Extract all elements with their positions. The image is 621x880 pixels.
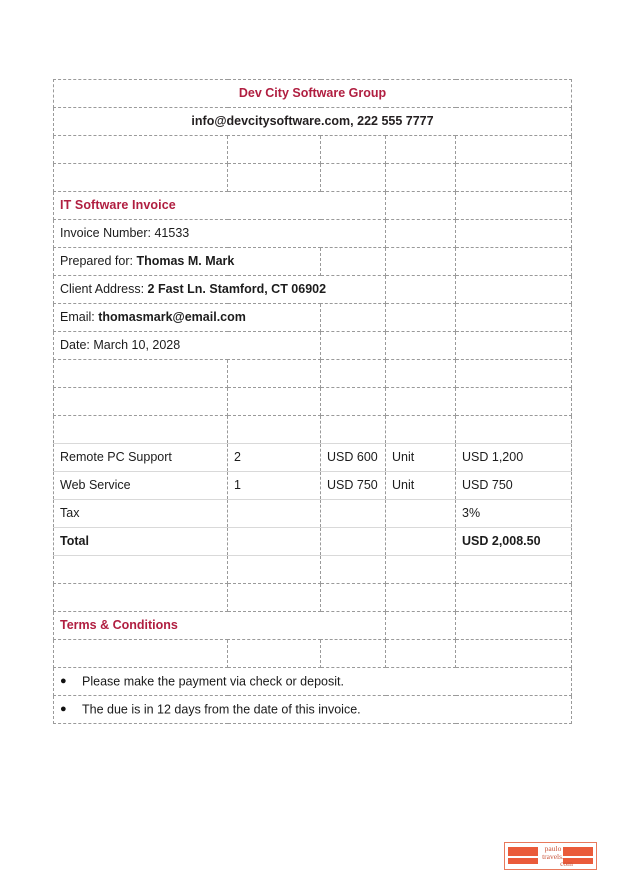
cell-price [321, 500, 386, 528]
terms-bullet-1-text: Please make the payment via check or deposit. [82, 674, 344, 689]
invoice-number: Invoice Number: 41533 [54, 220, 386, 248]
column-header-description: Description [54, 416, 228, 444]
empty-cell [228, 640, 321, 668]
column-header-unit [386, 416, 456, 444]
spacer-row [54, 584, 572, 612]
empty-cell [321, 584, 386, 612]
invoice-sheet [53, 79, 571, 724]
cell-price: USD 750 [321, 472, 386, 500]
empty-cell [321, 360, 386, 388]
empty-cell [456, 192, 572, 220]
empty-cell [321, 332, 386, 360]
empty-cell [321, 388, 386, 416]
logo-wordmark [531, 845, 575, 868]
empty-cell [386, 276, 456, 304]
invoice-date: Date: March 10, 2028 [54, 332, 321, 360]
empty-cell [54, 360, 228, 388]
spacer-row [54, 136, 572, 164]
cell-quantity [228, 528, 321, 556]
company-name-row [54, 80, 572, 108]
terms-heading: Terms & Conditions [54, 612, 386, 640]
cell-unit [386, 528, 456, 556]
cell-unit [386, 500, 456, 528]
empty-cell [386, 556, 456, 584]
empty-cell [54, 584, 228, 612]
logo-line-1: paulo [544, 844, 562, 853]
document-title-row [54, 192, 572, 220]
empty-cell [456, 360, 572, 388]
cell-quantity: 1 [228, 472, 321, 500]
email-value: thomasmark@email.com [98, 310, 246, 325]
cell-quantity: 2 [228, 444, 321, 472]
spacer-row [54, 640, 572, 668]
empty-cell [456, 304, 572, 332]
cell-description: Remote PC Support [54, 444, 228, 472]
empty-cell [228, 556, 321, 584]
empty-cell [321, 304, 386, 332]
list-item [54, 696, 572, 724]
spacer-row [54, 388, 572, 416]
empty-cell [386, 220, 456, 248]
spacer-row [54, 360, 572, 388]
table-row-total [54, 528, 572, 556]
client-address-row [54, 276, 572, 304]
company-contact: info@devcitysoftware.com, 222 555 7777 [54, 108, 572, 136]
empty-cell [228, 388, 321, 416]
client-address-label: Client Address: [60, 282, 148, 297]
empty-cell [228, 136, 321, 164]
prepared-for-label: Prepared for: [60, 254, 137, 269]
empty-cell [456, 136, 572, 164]
cell-total: 3% [456, 500, 572, 528]
empty-cell [321, 640, 386, 668]
empty-cell [386, 584, 456, 612]
company-name: Dev City Software Group [54, 80, 572, 108]
prepared-for-row [54, 248, 572, 276]
cell-price [321, 528, 386, 556]
invoice-number-row [54, 220, 572, 248]
empty-cell [386, 332, 456, 360]
empty-cell [54, 388, 228, 416]
table-row [54, 472, 572, 500]
column-header-price: Price [321, 416, 386, 444]
empty-cell [54, 164, 228, 192]
empty-cell [386, 164, 456, 192]
empty-cell [386, 612, 456, 640]
empty-cell [228, 360, 321, 388]
terms-bullet-1 [54, 668, 572, 696]
table-row [54, 444, 572, 472]
empty-cell [456, 612, 572, 640]
column-header-total: Total [456, 416, 572, 444]
email-label: Email: [60, 310, 99, 325]
empty-cell [321, 248, 386, 276]
email-row [54, 304, 572, 332]
cell-price: USD 600 [321, 444, 386, 472]
cell-total: USD 2,008.50 [456, 528, 572, 556]
client-address-value: 2 Fast Ln. Stamford, CT 06902 [147, 282, 327, 297]
client-email [54, 304, 321, 332]
empty-cell [456, 332, 572, 360]
empty-cell [386, 388, 456, 416]
terms-heading-row [54, 612, 572, 640]
empty-cell [321, 556, 386, 584]
empty-cell [386, 360, 456, 388]
bullet-icon: ● [60, 675, 67, 688]
empty-cell [456, 164, 572, 192]
empty-cell [386, 304, 456, 332]
empty-cell [228, 584, 321, 612]
empty-cell [321, 164, 386, 192]
cell-unit: Unit [386, 472, 456, 500]
empty-cell [456, 220, 572, 248]
empty-cell [321, 136, 386, 164]
cell-description: Tax [54, 500, 228, 528]
invoice-grid [53, 79, 572, 724]
prepared-for-value: Thomas M. Mark [136, 254, 235, 269]
empty-cell [386, 192, 456, 220]
prepared-for [54, 248, 321, 276]
column-header-quantity: Quantity [228, 416, 321, 444]
cell-quantity [228, 500, 321, 528]
cell-total: USD 750 [456, 472, 572, 500]
page-title: IT Software Invoice [54, 192, 386, 220]
paulo-travels-logo [504, 842, 597, 870]
table-row-tax [54, 500, 572, 528]
terms-bullet-2-text: The due is in 12 days from the date of this invoice. [82, 702, 361, 717]
client-address [54, 276, 386, 304]
items-table-header-row [54, 416, 572, 444]
empty-cell [456, 388, 572, 416]
empty-cell [54, 640, 228, 668]
empty-cell [456, 640, 572, 668]
date-row [54, 332, 572, 360]
empty-cell [386, 136, 456, 164]
cell-description: Web Service [54, 472, 228, 500]
company-contact-row [54, 108, 572, 136]
cell-total: USD 1,200 [456, 444, 572, 472]
spacer-row [54, 556, 572, 584]
empty-cell [456, 276, 572, 304]
cell-unit: Unit [386, 444, 456, 472]
empty-cell [54, 136, 228, 164]
empty-cell [456, 584, 572, 612]
empty-cell [456, 556, 572, 584]
bullet-icon: ● [60, 703, 67, 716]
cell-description: Total [54, 528, 228, 556]
spacer-row [54, 164, 572, 192]
empty-cell [386, 640, 456, 668]
terms-bullet-2 [54, 696, 572, 724]
list-item [54, 668, 572, 696]
empty-cell [386, 248, 456, 276]
logo-line-2: travels. [542, 851, 564, 861]
empty-cell [54, 556, 228, 584]
logo-line-3: com [560, 859, 573, 868]
empty-cell [456, 248, 572, 276]
empty-cell [228, 164, 321, 192]
